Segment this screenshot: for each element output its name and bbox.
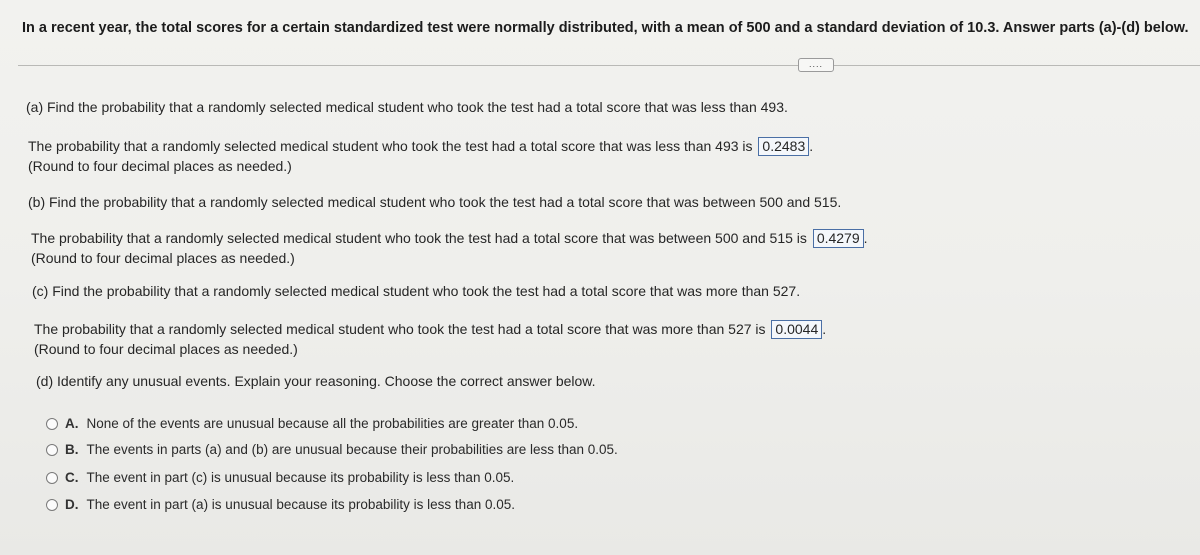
choice-letter: A. bbox=[65, 416, 79, 431]
part-a-answer-text: The probability that a randomly selected medical student who took the test had a total score that was less than 493 is bbox=[28, 138, 753, 154]
part-d-question: (d) Identify any unusual events. Explain your reasoning. Choose the correct answer below. bbox=[36, 373, 596, 389]
choice-letter: C. bbox=[65, 470, 79, 485]
part-b-answer-box[interactable]: 0.4279 bbox=[813, 229, 864, 248]
radio-icon[interactable] bbox=[46, 444, 58, 456]
choice-c[interactable] bbox=[46, 470, 514, 485]
choice-d[interactable] bbox=[46, 497, 515, 512]
part-c-answer-text: The probability that a randomly selected medical student who took the test had a total score that was more than 527 is bbox=[34, 321, 766, 337]
choice-text: The event in part (a) is unusual because its probability is less than 0.05. bbox=[86, 497, 515, 512]
part-c-answer: The probability that a randomly selected medical student who took the test had a total score that was more than 527 is 0.0044 . (Round to four decimal places as needed.) bbox=[34, 321, 827, 357]
choice-b[interactable] bbox=[46, 442, 618, 457]
part-a-round-note: (Round to four decimal places as needed.) bbox=[28, 158, 292, 174]
problem-statement: In a recent year, the total scores for a certain standardized test were normally distributed, with a mean of 500 and a standard deviation of 10.3. Answer parts (a)-(d) below. bbox=[22, 20, 1189, 36]
radio-icon[interactable] bbox=[46, 418, 58, 430]
expand-more-button[interactable]: .... bbox=[798, 58, 834, 72]
part-c-answer-box[interactable]: 0.0044 bbox=[771, 320, 822, 339]
part-a-answer-box[interactable]: 0.2483 bbox=[758, 137, 809, 156]
part-c-question: (c) Find the probability that a randomly selected medical student who took the test had a total score that was more than 527. bbox=[32, 283, 801, 299]
choice-text: None of the events are unusual because all the probabilities are greater than 0.05. bbox=[86, 416, 579, 431]
radio-icon[interactable] bbox=[46, 499, 58, 511]
choice-letter: D. bbox=[65, 497, 79, 512]
choice-text: The event in part (c) is unusual because its probability is less than 0.05. bbox=[86, 470, 515, 485]
part-b-question: (b) Find the probability that a randomly selected medical student who took the test had a total score that was between 500 and 515. bbox=[28, 194, 842, 210]
part-b-answer-text: The probability that a randomly selected medical student who took the test had a total score that was between 500 and 515 is bbox=[31, 230, 807, 246]
part-b-round-note: (Round to four decimal places as needed.) bbox=[31, 250, 295, 266]
choice-text: The events in parts (a) and (b) are unusual because their probabilities are less than 0.05. bbox=[86, 442, 618, 457]
choice-a[interactable] bbox=[46, 416, 578, 431]
radio-icon[interactable] bbox=[46, 472, 58, 484]
choice-letter: B. bbox=[65, 442, 79, 457]
part-a-answer: The probability that a randomly selected medical student who took the test had a total score that was less than 493 is 0.2483 . (Round to four decimal places as needed.) bbox=[28, 138, 814, 174]
divider bbox=[18, 65, 1200, 66]
part-b-answer: The probability that a randomly selected medical student who took the test had a total score that was between 500 and 515 is 0.4279 . (Round to four decimal places as needed.) bbox=[31, 230, 868, 266]
part-a-question: (a) Find the probability that a randomly selected medical student who took the test had a total score that was less than 493. bbox=[26, 99, 788, 115]
part-c-round-note: (Round to four decimal places as needed.) bbox=[34, 341, 298, 357]
